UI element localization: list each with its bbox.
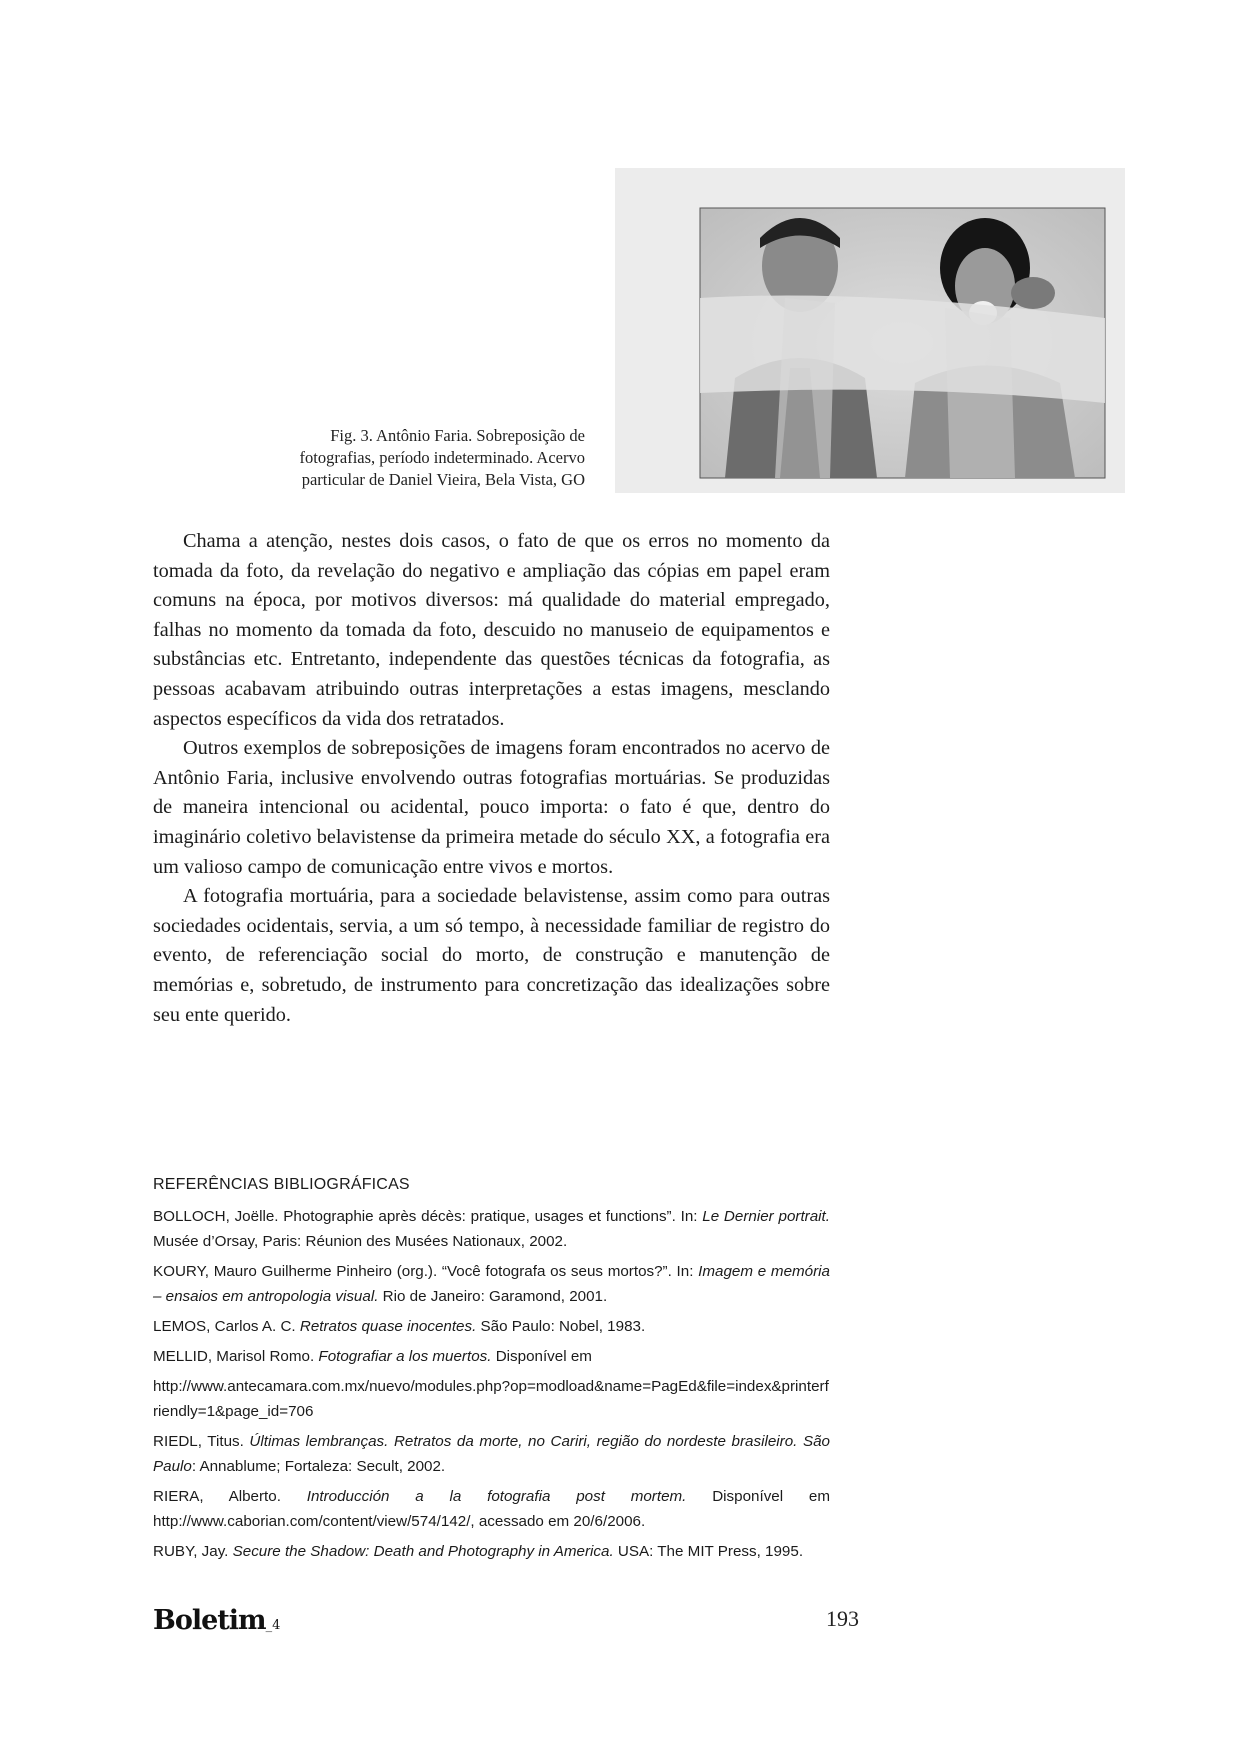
- caption-line: Fig. 3. Antônio Faria. Sobreposição de: [330, 426, 585, 445]
- references-section: [153, 1172, 830, 1569]
- references-heading: REFERÊNCIAS BIBLIOGRÁFICAS: [153, 1176, 410, 1193]
- logo-issue: _4: [265, 1618, 281, 1633]
- caption-line: fotografias, período indeterminado. Acervo: [299, 448, 585, 467]
- photograph-illustration: [615, 168, 1125, 493]
- paragraph: Outros exemplos de sobreposições de imagens foram encontrados no acervo de Antônio Faria, inclusive envolvendo outras fotografias mortuárias. Se produzidas de maneira intencional ou acidental, pouco importa: o fato é que, dentro do imaginário coletivo belavistense da primeira metade do século XX, a fotografia era um valioso campo de comunicação entre vivos e mortos.: [153, 737, 830, 878]
- logo-text: Boletim: [153, 1605, 266, 1636]
- page-number: 193: [826, 1606, 859, 1631]
- reference-item: MELLID, Marisol Romo. Fotografiar a los muertos. Disponível em: [153, 1348, 592, 1365]
- superimposed-photograph: [615, 168, 1125, 493]
- reference-item: RUBY, Jay. Secure the Shadow: Death and Photography in America. USA: The MIT Press, 1995.: [153, 1543, 804, 1560]
- reference-item: LEMOS, Carlos A. C. Retratos quase inocentes. São Paulo: Nobel, 1983.: [153, 1318, 646, 1335]
- caption-line: particular de Daniel Vieira, Bela Vista, GO: [301, 470, 585, 489]
- reference-item: KOURY, Mauro Guilherme Pinheiro (org.). “Você fotografa os seus mortos?”. In: Imagem e memória – ensaios em antropologia visual. Rio de Janeiro: Garamond, 2001.: [153, 1263, 830, 1305]
- body-text: [153, 527, 830, 1030]
- paragraph: A fotografia mortuária, para a sociedade belavistense, assim como para outras sociedades ocidentais, servia, a um só tempo, à necessidade familiar de registro do evento, de referenciação social do morto, de construção e manutenção de memórias e, sobretudo, de instrumento para concretização das idealizações sobre seu ente querido.: [153, 885, 830, 1026]
- reference-item: RIERA, Alberto. Introducción a la fotografia post mortem. Disponível em http://www.caborian.com/content/view/574/142/, acessado em 20/6/2006.: [153, 1488, 830, 1530]
- paragraph: Chama a atenção, nestes dois casos, o fato de que os erros no momento da tomada da foto, da revelação do negativo e ampliação das cópias em papel eram comuns na época, por motivos diversos: má qualidade do material empregado, falhas no momento da tomada da foto, descuido no manuseio de equipamentos e substâncias etc. Entretanto, independente das questões técnicas da fotografia, as pessoas acabavam atribuindo outras interpretações a estas imagens, mesclando aspectos específicos da vida dos retratados.: [153, 530, 830, 730]
- reference-url[interactable]: http://www.antecamara.com.mx/nuevo/modules.php?op=modload&name=PagEd&file=index&printerfriendly=1&page_id=706: [153, 1378, 829, 1420]
- publication-logo: [153, 1605, 280, 1636]
- figure-caption: [230, 425, 585, 491]
- reference-item: RIEDL, Titus. Últimas lembranças. Retratos da morte, no Cariri, região do nordeste brasileiro. São Paulo: Annablume; Fortaleza: Secult, 2002.: [153, 1433, 830, 1475]
- reference-item: BOLLOCH, Joëlle. Photographie après décès: pratique, usages et functions”. In: Le Dernier portrait. Musée d’Orsay, Paris: Réunion des Musées Nationaux, 2002.: [153, 1208, 830, 1250]
